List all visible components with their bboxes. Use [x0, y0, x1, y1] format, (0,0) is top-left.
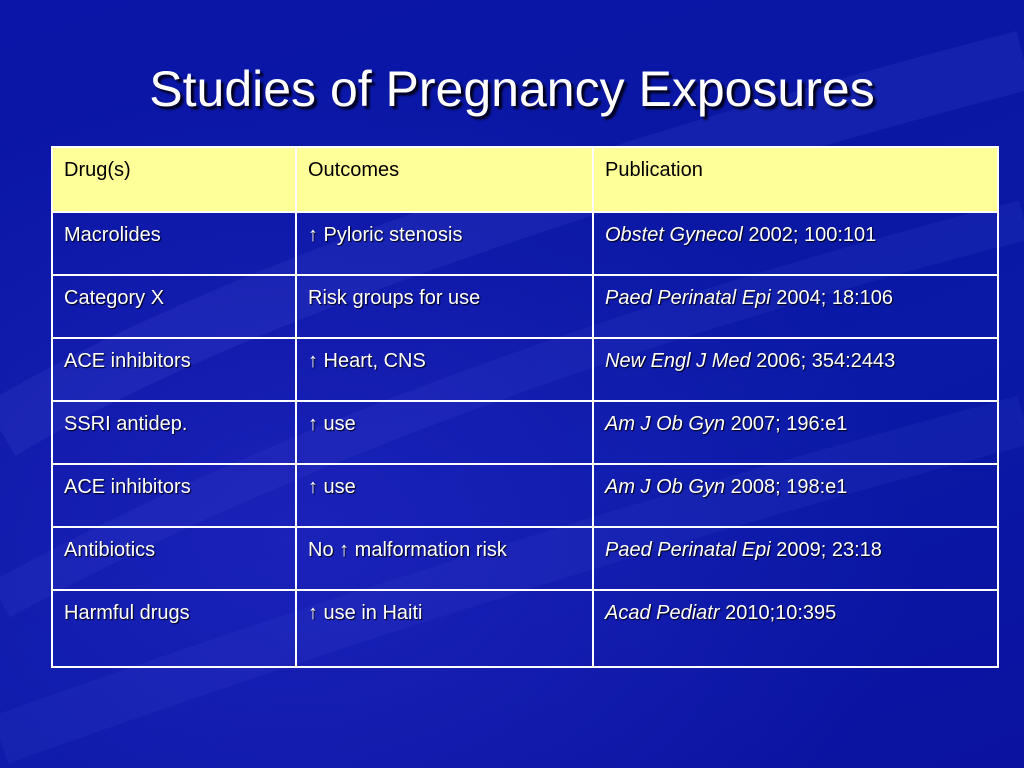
table-row — [52, 338, 998, 401]
citation: 2009; 23:18 — [770, 539, 882, 561]
citation: 2007; 196:e1 — [725, 413, 848, 435]
table-row — [52, 527, 998, 590]
column-header-publication: Publication — [593, 147, 998, 212]
studies-table — [51, 146, 999, 668]
outcome-cell: No ↑ malformation risk — [296, 527, 593, 590]
citation: 2008; 198:e1 — [725, 476, 848, 498]
table-row — [52, 275, 998, 338]
journal-name: New Engl J Med — [605, 350, 751, 372]
drug-cell: Macrolides — [52, 212, 296, 275]
table-row — [52, 590, 998, 667]
table-row — [52, 464, 998, 527]
outcome-cell: ↑ Pyloric stenosis — [296, 212, 593, 275]
outcome-cell: ↑ use in Haiti — [296, 590, 593, 667]
citation: 2006; 354:2443 — [750, 350, 896, 372]
drug-cell: Category X — [52, 275, 296, 338]
publication-cell — [593, 401, 998, 464]
drug-cell: SSRI antidep. — [52, 401, 296, 464]
journal-name: Am J Ob Gyn — [605, 413, 726, 435]
citation: 2002; 100:101 — [742, 224, 877, 246]
journal-name: Paed Perinatal Epi — [605, 539, 771, 561]
drug-cell: Harmful drugs — [52, 590, 296, 667]
table-row — [52, 212, 998, 275]
column-header-drugs: Drug(s) — [52, 147, 296, 212]
column-header-outcomes: Outcomes — [296, 147, 593, 212]
publication-cell — [593, 275, 998, 338]
outcome-cell: Risk groups for use — [296, 275, 593, 338]
table-row — [52, 401, 998, 464]
journal-name: Obstet Gynecol — [605, 224, 743, 246]
publication-cell — [593, 527, 998, 590]
drug-cell: ACE inhibitors — [52, 338, 296, 401]
journal-name: Acad Pediatr — [605, 602, 720, 624]
publication-cell — [593, 212, 998, 275]
publication-cell — [593, 338, 998, 401]
outcome-cell: ↑ Heart, CNS — [296, 338, 593, 401]
drug-cell: ACE inhibitors — [52, 464, 296, 527]
outcome-cell: ↑ use — [296, 464, 593, 527]
drug-cell: Antibiotics — [52, 527, 296, 590]
journal-name: Am J Ob Gyn — [605, 476, 726, 498]
publication-cell — [593, 590, 998, 667]
outcome-cell: ↑ use — [296, 401, 593, 464]
slide-title: Studies of Pregnancy Exposures — [149, 61, 875, 117]
citation: 2004; 18:106 — [770, 287, 894, 309]
journal-name: Paed Perinatal Epi — [605, 287, 771, 309]
publication-cell — [593, 464, 998, 527]
citation: 2010;10:395 — [719, 602, 837, 624]
table-header-row — [52, 147, 998, 212]
